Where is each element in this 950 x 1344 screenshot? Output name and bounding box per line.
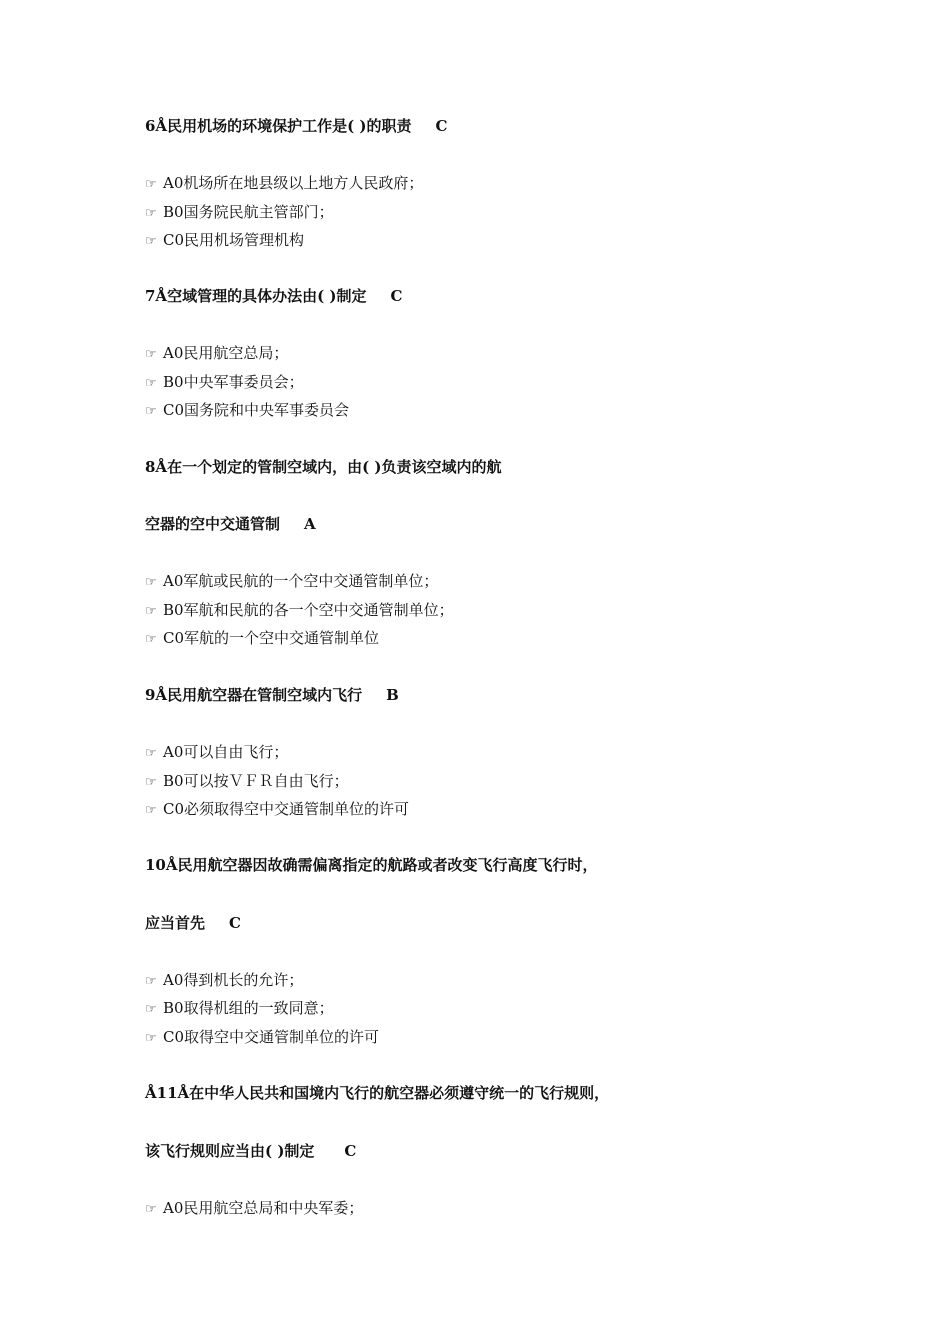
pointing-hand-icon: ☞: [145, 775, 157, 790]
option-item: [145, 202, 334, 224]
answer-key: A: [304, 515, 316, 533]
option-text: C0军航的一个空中交通管制单位: [163, 629, 380, 647]
option-item: [145, 799, 409, 821]
question-text: 6Å民用机场的环境保护工作是( )的职责: [145, 117, 412, 135]
question-7-title: [145, 286, 402, 306]
answer-key: C: [344, 1142, 357, 1160]
question-11-title: [145, 1083, 609, 1103]
option-item: [145, 571, 438, 593]
option-text: C0国务院和中央军事委员会: [163, 401, 350, 419]
option-text: C0取得空中交通管制单位的许可: [163, 1028, 380, 1046]
option-item: [145, 600, 454, 622]
answer-key: B: [386, 686, 399, 704]
pointing-hand-icon: ☞: [145, 974, 157, 989]
pointing-hand-icon: ☞: [145, 177, 157, 192]
question-text: 8Å在一个划定的管制空域内，由( )负责该空域内的航: [145, 458, 502, 476]
option-text: B0中央军事委员会；: [163, 373, 304, 391]
pointing-hand-icon: ☞: [145, 632, 157, 647]
option-item: [145, 771, 349, 793]
option-item: [145, 343, 288, 365]
option-item: [145, 400, 349, 422]
pointing-hand-icon: ☞: [145, 746, 157, 761]
pointing-hand-icon: ☞: [145, 234, 157, 249]
question-text: 应当首先: [145, 914, 206, 932]
pointing-hand-icon: ☞: [145, 803, 157, 818]
option-text: B0军航和民航的各一个空中交通管制单位；: [163, 601, 454, 619]
option-item: [145, 628, 379, 650]
pointing-hand-icon: ☞: [145, 1202, 157, 1217]
pointing-hand-icon: ☞: [145, 1002, 157, 1017]
option-item: [145, 372, 304, 394]
question-text: 7Å空域管理的具体办法由( )制定: [145, 287, 367, 305]
option-text: B0取得机组的一致同意；: [163, 999, 334, 1017]
question-10-title: [145, 855, 598, 875]
option-item: [145, 1027, 379, 1049]
question-text: 空器的空中交通管制: [145, 515, 281, 533]
option-text: A0机场所在地县级以上地方人民政府；: [163, 174, 424, 192]
pointing-hand-icon: ☞: [145, 1031, 157, 1046]
option-text: C0民用机场管理机构: [163, 231, 305, 249]
question-text: 9Å民用航空器在管制空域内飞行: [145, 686, 363, 704]
option-item: [145, 970, 303, 992]
pointing-hand-icon: ☞: [145, 206, 157, 221]
question-11-title-continued: [145, 1141, 356, 1161]
pointing-hand-icon: ☞: [145, 575, 157, 590]
question-8-title-continued: [145, 514, 316, 534]
option-item: [145, 742, 288, 764]
answer-key: C: [390, 287, 403, 305]
option-text: B0国务院民航主管部门；: [163, 203, 334, 221]
option-item: [145, 173, 423, 195]
option-item: [145, 1198, 363, 1220]
option-text: A0民用航空总局；: [163, 344, 289, 362]
question-9-title: [145, 685, 399, 705]
question-6-title: [145, 116, 447, 136]
question-text: Å11Å在中华人民共和国境内飞行的航空器必须遵守统一的飞行规则，: [145, 1084, 610, 1102]
option-text: A0民用航空总局和中央军委；: [163, 1199, 364, 1217]
option-text: B0可以按ＶＦＲ自由飞行；: [163, 772, 349, 790]
pointing-hand-icon: ☞: [145, 404, 157, 419]
pointing-hand-icon: ☞: [145, 604, 157, 619]
question-10-title-continued: [145, 913, 241, 933]
answer-key: C: [229, 914, 241, 932]
answer-key: C: [435, 117, 448, 135]
option-text: A0军航或民航的一个空中交通管制单位；: [163, 572, 439, 590]
option-text: A0可以自由飞行；: [163, 743, 289, 761]
pointing-hand-icon: ☞: [145, 347, 157, 362]
option-text: A0得到机长的允许；: [163, 971, 304, 989]
option-item: [145, 230, 304, 252]
option-text: C0必须取得空中交通管制单位的许可: [163, 800, 410, 818]
option-item: [145, 998, 334, 1020]
question-text: 该飞行规则应当由( )制定: [145, 1142, 315, 1160]
question-8-title: [145, 457, 502, 477]
pointing-hand-icon: ☞: [145, 376, 157, 391]
question-text: 10Å民用航空器因故确需偏离指定的航路或者改变飞行高度飞行时，: [145, 856, 598, 874]
